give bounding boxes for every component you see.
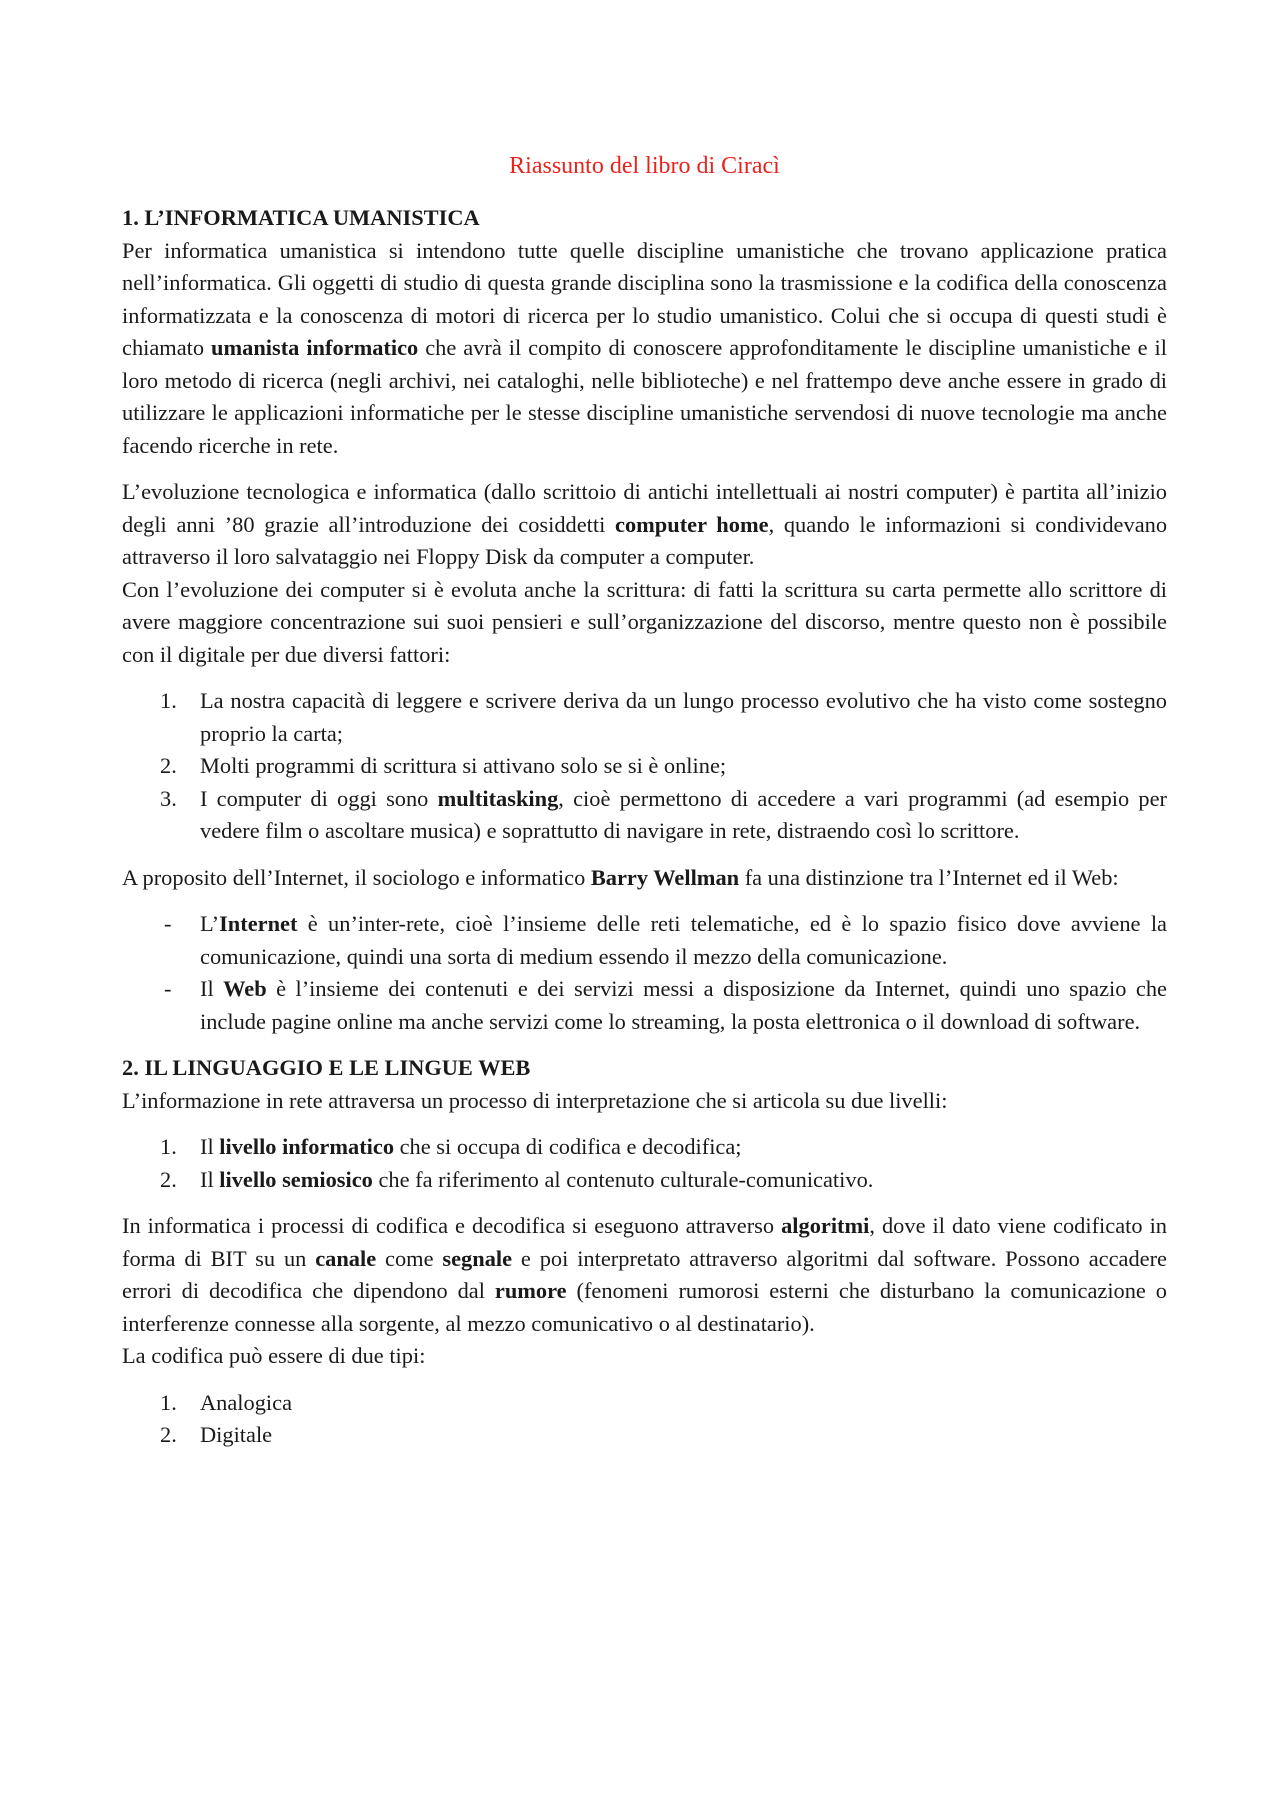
- list-item: 1. Il livello informatico che si occupa di codifica e decodifica;: [160, 1134, 742, 1159]
- list-item: - L’Internet è un’inter-rete, cioè l’insieme delle reti telematiche, ed è lo spazio fisico dove avviene la comunicazione, quindi una sorta di medium essendo il mezzo della comunicazione.: [164, 911, 1167, 969]
- paragraph: In informatica i processi di codifica e decodifica si eseguono attraverso algoritmi, dove il dato viene codificato in forma di BIT su un canale come segnale e poi interpretato attraverso algoritmi dal software. Possono accadere errori di decodifica che dipendono dal rumore (fenomeni rumorosi esterni che disturbano la comunicazione o interferenze connesse alla sorgente, al mezzo comunicativo o al destinatario).: [122, 1213, 1168, 1336]
- list-item: 3. I computer di oggi sono multitasking, cioè permettono di accedere a vari programmi (ad esempio per vedere film o ascoltare musica) e soprattutto di navigare in rete, distraendo così lo scrittore.: [160, 785, 1167, 843]
- paragraph: La codifica può essere di due tipi:: [122, 1343, 426, 1368]
- list-item: 1. Analogica: [160, 1389, 293, 1415]
- list-item: 1. La nostra capacità di leggere e scrivere deriva da un lungo processo evolutivo che ha visto come sostegno proprio la carta;: [160, 688, 1167, 746]
- list-item: 2. Digitale: [160, 1422, 273, 1447]
- bullet-list: [122, 908, 1167, 1038]
- paragraph: L’informazione in rete attraversa un processo di interpretazione che si articola su due livelli:: [122, 1087, 948, 1113]
- list-item: 2. Il livello semiosico che fa riferimento al contenuto culturale-comunicativo.: [160, 1166, 874, 1192]
- document-title: Riassunto del libro di Ciracì: [509, 153, 780, 179]
- paragraph: Con l’evoluzione dei computer si è evoluta anche la scrittura: di fatti la scrittura su carta permette allo scrittore di avere maggiore concentrazione sui suoi pensieri e sull’organizzazione del discorso, mentre questo non è possibile con il digitale per due diversi fattori:: [122, 576, 1167, 667]
- section-heading-1: 1. L’INFORMATICA UMANISTICA: [122, 205, 480, 230]
- numbered-list: [122, 1131, 1167, 1196]
- paragraph: Per informatica umanistica si intendono tutte quelle discipline umanistiche che trovano applicazione pratica nell’informatica. Gli oggetti di studio di questa grande disciplina sono la trasmissione e la codifica della conoscenza informatizzata e la conoscenza di motori di ricerca per lo studio umanistico. Colui che si occupa di questi studi è chiamato umanista informatico che avrà il compito di conoscere approfonditamente le discipline umanistiche e il loro metodo di ricerca (negli archivi, nei cataloghi, nelle biblioteche) e nel frattempo deve anche essere in grado di utilizzare le applicazioni informatiche per le stesse discipline umanistiche servendosi di nuove tecnologie ma anche facendo ricerche in rete.: [122, 237, 1167, 458]
- list-item: - Il Web è l’insieme dei contenuti e dei servizi messi a disposizione da Internet, quindi uno spazio che include pagine online ma anche servizi come lo streaming, la posta elettronica o il download di software.: [164, 976, 1167, 1034]
- section-heading-2: 2. IL LINGUAGGIO E LE LINGUE WEB: [122, 1055, 531, 1080]
- numbered-list: [122, 685, 1167, 848]
- paragraph: A proposito dell’Internet, il sociologo e informatico Barry Wellman fa una distinzione tra l’Internet ed il Web:: [122, 864, 1119, 890]
- paragraph: L’evoluzione tecnologica e informatica (dallo scrittoio di antichi intellettuali ai nostri computer) è partita all’inizio degli anni ’80 grazie all’introduzione dei cosiddetti computer home, quando le informazioni si condividevano attraverso il loro salvataggio nei Floppy Disk da computer a computer.: [122, 479, 1168, 569]
- document-page: [122, 150, 1167, 1452]
- numbered-list: [122, 1387, 1167, 1452]
- list-item: 2. Molti programmi di scrittura si attivano solo se si è online;: [160, 753, 727, 778]
